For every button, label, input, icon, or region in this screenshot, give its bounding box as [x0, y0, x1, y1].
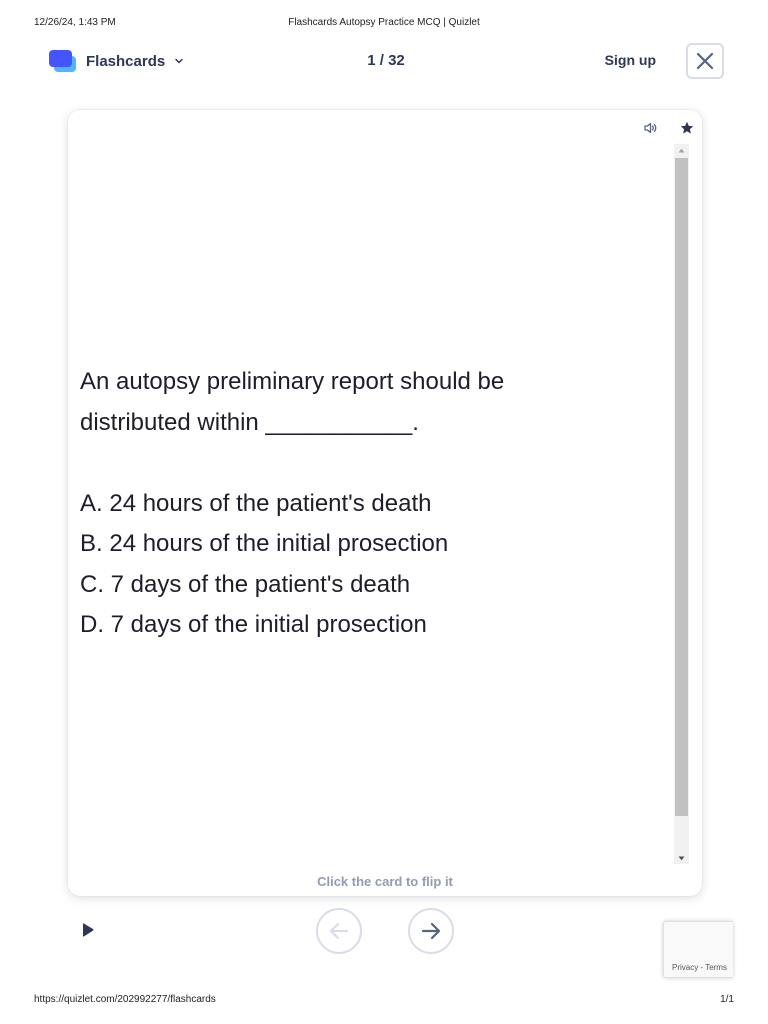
triangle-down-icon: [678, 856, 685, 861]
card-controls: [0, 906, 768, 954]
chevron-down-icon: [173, 55, 185, 67]
answer-option: C. 7 days of the patient's death: [80, 570, 411, 598]
study-mode-label: Flashcards: [86, 52, 166, 70]
autoplay-button[interactable]: [80, 922, 96, 938]
card-tools: [644, 120, 694, 136]
card-question: [80, 362, 640, 646]
answer-option: A. 24 hours of the patient's death: [80, 489, 432, 517]
question-line: distributed within ___________.: [80, 408, 419, 436]
previous-card-button[interactable]: [316, 908, 362, 954]
star-button[interactable]: [680, 121, 694, 135]
recaptcha-badge[interactable]: [663, 921, 733, 978]
print-footer: [34, 994, 734, 1008]
topbar: [48, 42, 724, 80]
star-icon: [680, 121, 694, 135]
close-icon: [696, 52, 714, 70]
play-icon: [80, 922, 96, 938]
answer-option: D. 7 days of the initial prosection: [80, 611, 427, 638]
speaker-icon: [644, 122, 658, 134]
scroll-up-button[interactable]: [674, 144, 689, 156]
print-datetime: 12/26/24, 1:43 PM: [34, 17, 116, 28]
scroll-down-button[interactable]: [674, 852, 689, 864]
card-scrollbar[interactable]: [674, 144, 689, 864]
flashcards-stack-icon: [48, 49, 78, 73]
triangle-up-icon: [678, 148, 685, 153]
answer-option: B. 24 hours of the initial prosection: [80, 530, 449, 557]
print-url: https://quizlet.com/202992277/flashcards: [34, 994, 216, 1005]
card-counter: 1 / 32: [367, 52, 405, 69]
arrow-right-icon: [419, 919, 443, 943]
study-mode-dropdown[interactable]: [48, 48, 185, 74]
print-header: [34, 17, 734, 31]
question-line: An autopsy preliminary report should be: [80, 368, 505, 395]
audio-button[interactable]: [644, 121, 658, 135]
close-button[interactable]: [686, 43, 724, 79]
recaptcha-links[interactable]: Privacy - Terms: [672, 963, 727, 972]
flip-hint: Click the card to flip it: [317, 874, 453, 889]
next-card-button[interactable]: [408, 908, 454, 954]
sign-up-button[interactable]: Sign up: [604, 52, 656, 68]
arrow-left-icon: [327, 919, 351, 943]
flashcard[interactable]: [68, 110, 702, 896]
scroll-thumb[interactable]: [675, 158, 688, 816]
print-page-number: 1/1: [720, 994, 734, 1005]
print-document-title: Flashcards Autopsy Practice MCQ | Quizlet: [288, 17, 480, 28]
